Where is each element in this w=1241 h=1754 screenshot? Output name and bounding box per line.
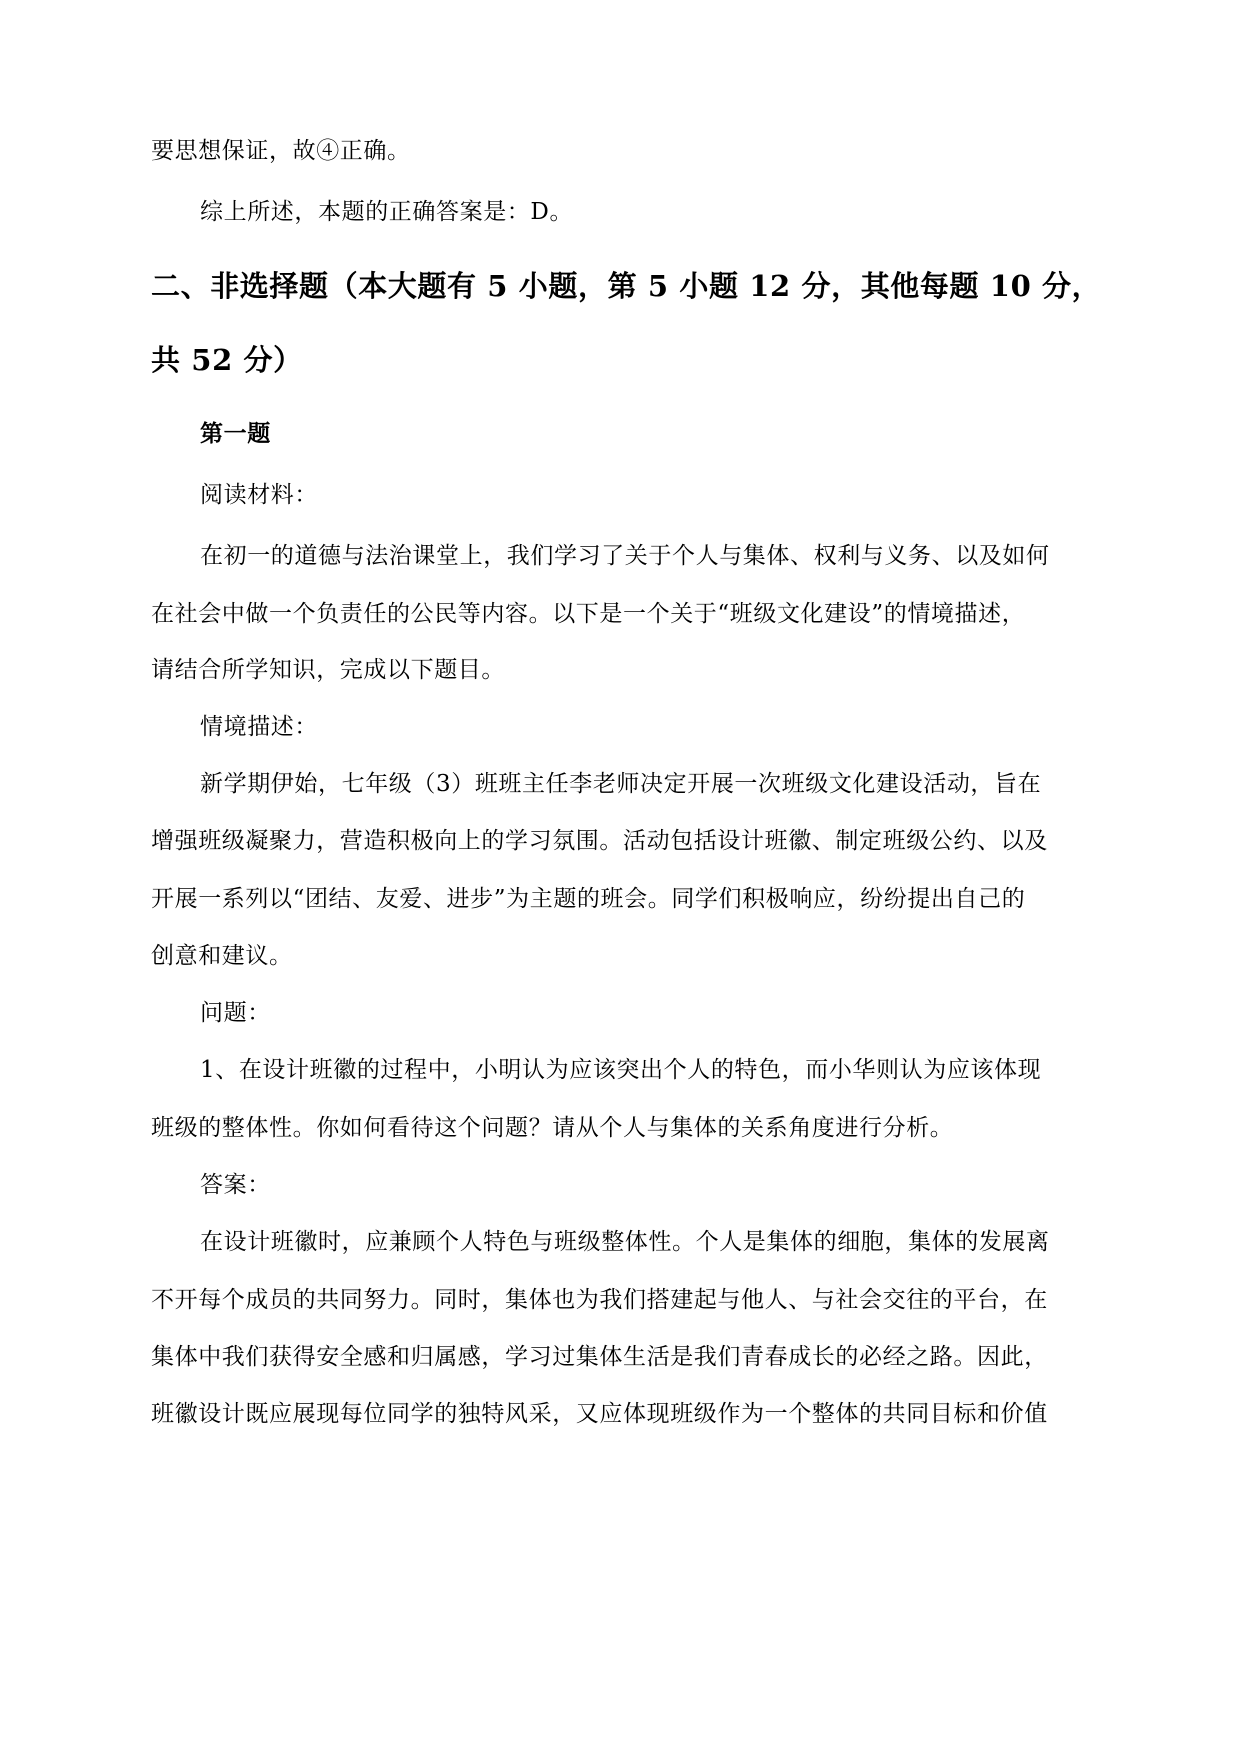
text-line: 综上所述，本题的正确答案是：D。 bbox=[200, 199, 574, 225]
question-title: 第一题 bbox=[200, 420, 271, 447]
text-line: 班徽设计既应展现每位同学的独特风采，又应体现班级作为一个整体的共同目标和价值 bbox=[151, 1401, 1048, 1427]
text-line: 答案： bbox=[200, 1172, 271, 1198]
text-line: 情境描述： bbox=[200, 714, 318, 740]
text-line: 在社会中做一个负责任的公民等内容。以下是一个关于“班级文化建设”的情境描述， bbox=[151, 601, 1026, 627]
text-line: 要思想保证，故④正确。 bbox=[151, 138, 411, 164]
text-line: 不开每个成员的共同努力。同时，集体也为我们搭建起与他人、与社会交往的平台，在 bbox=[151, 1287, 1048, 1313]
text-line: 创意和建议。 bbox=[151, 943, 293, 969]
text-line: 请结合所学知识，完成以下题目。 bbox=[151, 657, 505, 683]
section-heading: 二、非选择题（本大题有 5 小题，第 5 小题 12 分，其他每题 10 分， bbox=[151, 269, 1102, 303]
text-line: 集体中我们获得安全感和归属感，学习过集体生活是我们青春成长的必经之路。因此， bbox=[151, 1344, 1048, 1370]
section-heading: 共 52 分） bbox=[151, 343, 303, 377]
text-line: 在初一的道德与法治课堂上，我们学习了关于个人与集体、权利与义务、以及如何 bbox=[200, 543, 1050, 569]
text-line: 问题： bbox=[200, 1000, 271, 1026]
text-line: 增强班级凝聚力，营造积极向上的学习氛围。活动包括设计班徽、制定班级公约、以及 bbox=[151, 828, 1048, 854]
text-line: 新学期伊始，七年级（3）班班主任李老师决定开展一次班级文化建设活动，旨在 bbox=[200, 771, 1042, 797]
text-line: 1、在设计班徽的过程中，小明认为应该突出个人的特色，而小华则认为应该体现 bbox=[200, 1057, 1042, 1083]
text-line: 阅读材料： bbox=[200, 482, 318, 508]
text-line: 在设计班徽时，应兼顾个人特色与班级整体性。个人是集体的细胞，集体的发展离 bbox=[200, 1229, 1050, 1255]
text-line: 开展一系列以“团结、友爱、进步”为主题的班会。同学们积极响应，纷纷提出自己的 bbox=[151, 886, 1026, 912]
text-line: 班级的整体性。你如何看待这个问题？请从个人与集体的关系角度进行分析。 bbox=[151, 1115, 954, 1141]
